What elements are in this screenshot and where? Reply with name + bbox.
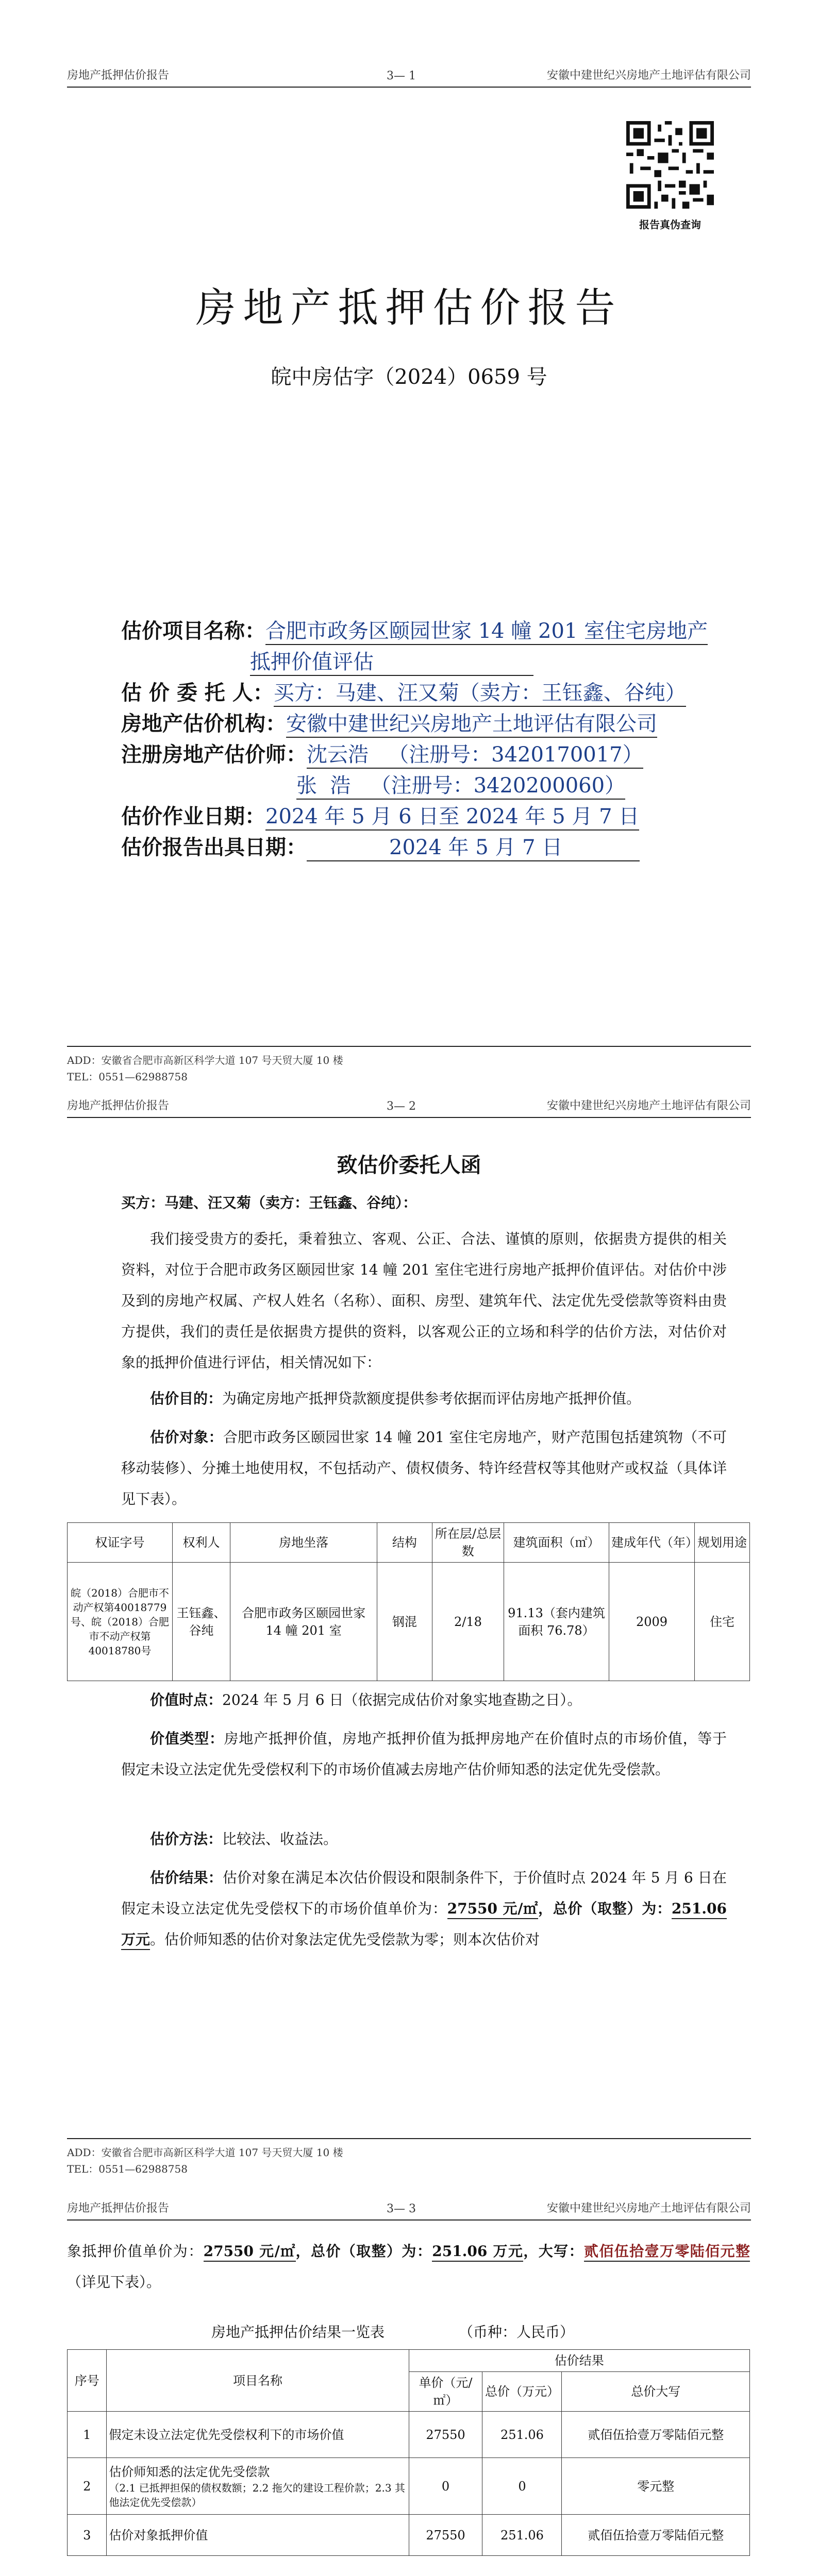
info-row-project-cont: 抵押价值评估 <box>121 647 708 677</box>
letter-intro: 我们接受贵方的委托，秉着独立、客观、公正、合法、谨慎的原则，依据贵方提供的相关资料，对位于合肥市政务区颐园世家 14 幢 201 室住宅进行房地产抵押价值评估。对估价中涉及到的房地产权属、产权人姓名（名称）、面积、房型、建筑年代、法定优先受偿款等资料由贵方提供，我们的责任是依据贵方提供的资料，以客观公正的立场和科学的估价方法，对估价对象的抵押价值进行评估，相关情况如下： <box>121 1230 727 1371</box>
letter-value-date: 价值时点：2024 年 5 月 6 日（依据完成估价对象实地查勘之日）。 <box>150 1691 582 1708</box>
header-right: 安徽中建世纪兴房地产土地评估有限公司 <box>546 69 751 82</box>
page-header: 房地产抵押估价报告 3— 3 安徽中建世纪兴房地产土地评估有限公司 <box>67 2195 751 2221</box>
info-row-appraiser: 注册房地产估价师：沈云浩 （注册号：3420170017） <box>121 739 708 770</box>
header-left: 房地产抵押估价报告 <box>67 69 170 82</box>
page-footer: ADD：安徽省合肥市高新区科学大道 107 号天贸大厦 10 楼 TEL：0551—62988758 <box>67 1046 751 1085</box>
letter-title: 致估价委托人函 <box>337 1153 481 1177</box>
info-row-agency: 房地产估价机构：安徽中建世纪兴房地产土地评估有限公司 <box>121 708 708 739</box>
letter-addressee: 买方：马建、汪又菊（卖方：王钰鑫、谷纯）： <box>121 1194 418 1211</box>
table-row: 3 估价对象抵押价值 27550 251.06 贰佰伍拾壹万零陆佰元整 <box>68 2515 750 2556</box>
table-header-row: 权证字号 权利人 房地坐落 结构 所在层/总层数 建筑面积（㎡） 建成年代（年） 规划用途 <box>68 1523 750 1563</box>
letter-page <box>0 1092 818 2195</box>
letter-object: 估价对象：合肥市政务区颐园世家 14 幢 201 室住宅房地产，财产范围包括建筑物（不可移动装修）、分摊土地使用权，不包括动产、债权债务、特许经营权等其他财产或权益（具体详见下表）。 <box>121 1429 727 1507</box>
info-row-appraiser2: 张 浩 （注册号：3420200060） <box>121 770 708 801</box>
qr-caption: 报告真伪查询 <box>639 218 701 231</box>
document-number: 皖中房估字（2024）0659 号 <box>271 365 547 389</box>
letter-result: 估价结果：估价对象在满足本次估价假设和限制条件下，于价值时点 2024 年 5 月 6 日在假定未设立法定优先受偿权下的市场价值单价为：27550 元/㎡，总价（取整）为：251.06 万元。估价师知悉的估价对象法定优先受偿款为零；则本次估价对 <box>121 1862 727 1955</box>
info-row-workdate: 估价作业日期：2024 年 5 月 6 日至 2024 年 5 月 7 日 <box>121 801 708 832</box>
info-row-project: 估价项目名称：合肥市政务区颐园世家 14 幢 201 室住宅房地产 <box>121 616 708 647</box>
letter-value-type: 价值类型：房地产抵押价值，房地产抵押价值为抵押房地产在价值时点的市场价值，等于假定未设立法定优先受偿权利下的市场价值减去房地产估价师知悉的法定优先受偿款。 <box>121 1730 727 1778</box>
cover-info <box>121 616 708 863</box>
summary-page: 房地产抵押估价报告 3— 3 安徽中建世纪兴房地产土地评估有限公司 象抵押价值单价为：27550 元/㎡，总价（取整）为：251.06 万元，大写：贰佰伍拾壹万零陆佰元整（详见下表）。 房地产抵押估价结果一览表 （币种：人民币） 序号 项目名称 估价结果 单价（元/㎡） 总价（万元） 总价大写 1 假定未设立法定优先受偿权利下的市场价值 27550 251.06 贰佰伍拾壹万零陆佰元整 2 估价师知悉的法定优先受偿款 （2.1 已抵押担保的债权数额；2.2 拖欠的建设工程价款；2.3 其他法定优先受偿款） 0 0 零元整 3 估价对象抵押价值 27550 251.06 贰佰伍拾壹万零陆佰元整 <box>0 2195 818 2576</box>
table-row: 皖（2018）合肥市不动产权第40018779号、皖（2018）合肥市不动产权第40018780号 王钰鑫、谷纯 合肥市政务区颐园世家 14 幢 201 室 钢混 2/18 91.13（套内建筑面积 76.78） 2009 住宅 <box>68 1563 750 1681</box>
page-header: 房地产抵押估价报告 3— 2 安徽中建世纪兴房地产土地评估有限公司 <box>67 1092 751 1118</box>
table-row: 2 估价师知悉的法定优先受偿款 （2.1 已抵押担保的债权数额；2.2 拖欠的建设工程价款；2.3 其他法定优先受偿款） 0 0 零元整 <box>68 2458 750 2515</box>
qr-code[interactable] <box>626 121 714 209</box>
report-title: 房地产抵押估价报告 <box>195 285 623 331</box>
page-footer: ADD：安徽省合肥市高新区科学大道 107 号天贸大厦 10 楼 TEL：0551—62988758 <box>67 2138 751 2177</box>
property-table <box>67 1522 750 1681</box>
page-header <box>67 62 751 88</box>
header-page: 3— 1 <box>387 70 416 82</box>
info-row-client: 估 价 委 托 人：买方：马建、汪又菊（卖方：王钰鑫、谷纯） <box>121 677 708 708</box>
cover-page <box>0 0 818 1092</box>
letter-purpose: 估价目的：为确定房地产抵押贷款额度提供参考依据而评估房地产抵押价值。 <box>150 1390 641 1407</box>
info-row-issuedate: 估价报告出具日期： 2024 年 5 月 7 日 <box>121 832 708 863</box>
table-row: 1 假定未设立法定优先受偿权利下的市场价值 27550 251.06 贰佰伍拾壹万零陆佰元整 <box>68 2412 750 2458</box>
letter-result-cont: 象抵押价值单价为：27550 元/㎡，总价（取整）为：251.06 万元，大写：贰佰伍拾壹万零陆佰元整（详见下表）。 <box>67 2243 750 2291</box>
summary-table: 序号 项目名称 估价结果 单价（元/㎡） 总价（万元） 总价大写 1 假定未设立法定优先受偿权利下的市场价值 27550 251.06 贰佰伍拾壹万零陆佰元整 2 估价师知悉的法定优先受偿款 （2.1 已抵押担保的债权数额；2.2 拖欠的建设工程价款；2.3 其他法定优先受偿款） 0 0 零元整 3 估价对象抵押价值 27550 251.06 贰佰伍拾壹万零陆佰元整 <box>67 2349 750 2556</box>
letter-method: 估价方法：比较法、收益法。 <box>150 1831 338 1848</box>
